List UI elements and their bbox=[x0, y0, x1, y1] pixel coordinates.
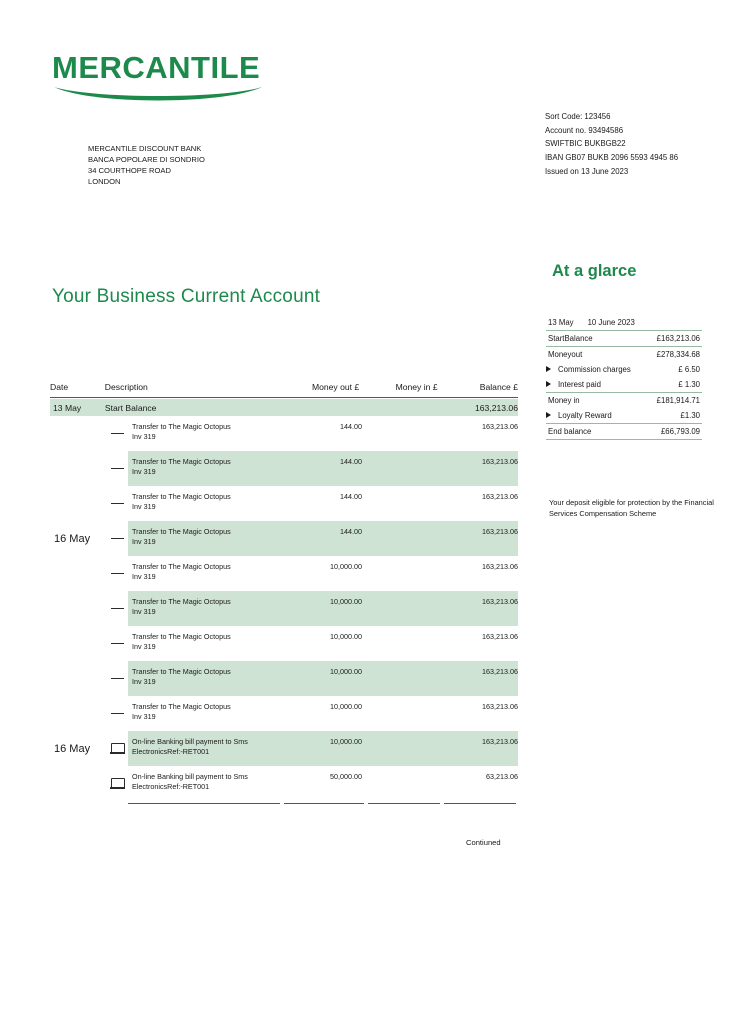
glance-date-to: 10 June 2023 bbox=[587, 318, 635, 327]
at-a-glance-panel bbox=[546, 318, 702, 440]
account-meta bbox=[545, 110, 678, 178]
bank-logo bbox=[52, 52, 272, 108]
page-title: Your Business Current Account bbox=[52, 286, 321, 307]
bank-address-line-4: LONDON bbox=[88, 177, 121, 186]
glance-value: £278,334.68 bbox=[656, 350, 700, 359]
row-description-line-2: Inv 319 bbox=[132, 712, 156, 722]
row-balance: 163,213.06 bbox=[442, 731, 518, 766]
glance-value: £ 6.50 bbox=[678, 365, 700, 374]
dash-icon bbox=[106, 713, 128, 714]
table-header-row bbox=[50, 382, 518, 398]
row-money-in bbox=[366, 626, 442, 661]
row-description-line-1: Transfer to The Magic Octopus bbox=[132, 527, 231, 536]
row-description bbox=[128, 556, 282, 591]
account-number: Account no. 93494586 bbox=[545, 125, 624, 135]
row-description bbox=[128, 696, 282, 731]
row-description bbox=[128, 591, 282, 626]
glance-value: £1.30 bbox=[680, 411, 700, 420]
row-description-line-1: On-line Banking bill payment to Sms bbox=[132, 772, 248, 781]
row-money-out: 50,000.00 bbox=[330, 772, 362, 781]
row-money-out: 144.00 bbox=[340, 422, 362, 431]
row-description bbox=[128, 626, 282, 661]
table-row[interactable] bbox=[50, 556, 518, 591]
glance-row bbox=[546, 377, 702, 392]
dash-icon bbox=[106, 503, 128, 504]
row-balance: 163,213.06 bbox=[442, 661, 518, 696]
table-row[interactable] bbox=[50, 696, 518, 731]
row-money-out: 144.00 bbox=[340, 492, 362, 501]
row-description bbox=[128, 661, 282, 696]
glance-label: Moneyout bbox=[548, 350, 583, 359]
row-description-line-2: Inv 319 bbox=[132, 572, 156, 582]
row-balance: 163,213.06 bbox=[442, 591, 518, 626]
triangle-marker-icon bbox=[546, 366, 551, 372]
row-description-line-1: Transfer to The Magic Octopus bbox=[132, 492, 231, 501]
row-description-line-1: Transfer to The Magic Octopus bbox=[132, 562, 231, 571]
row-money-in bbox=[366, 731, 442, 766]
computer-icon bbox=[106, 778, 128, 789]
row-description bbox=[128, 766, 282, 801]
transactions-table bbox=[50, 382, 518, 804]
glance-label: Money in bbox=[548, 396, 580, 405]
row-description-line-1: On-line Banking bill payment to Sms bbox=[132, 737, 248, 746]
glance-value: £ 1.30 bbox=[678, 380, 700, 389]
row-money-in bbox=[366, 486, 442, 521]
glance-label: StartBalance bbox=[548, 334, 593, 343]
header-money-in: Money in £ bbox=[395, 382, 438, 392]
row-money-out: 144.00 bbox=[282, 521, 366, 556]
logo-swoosh-icon bbox=[52, 85, 264, 103]
row-description-line-1: Transfer to The Magic Octopus bbox=[132, 667, 231, 676]
header-balance: Balance £ bbox=[479, 382, 518, 392]
dash-icon bbox=[106, 678, 128, 679]
row-description-line-2: Inv 319 bbox=[132, 467, 156, 477]
table-row[interactable] bbox=[50, 626, 518, 661]
glance-label: Loyalty Reward bbox=[558, 411, 612, 420]
row-description-line-2: Inv 319 bbox=[132, 537, 156, 547]
continued-label: Contiuned bbox=[466, 838, 501, 847]
row-description-line-1: Transfer to The Magic Octopus bbox=[132, 597, 231, 606]
row-description bbox=[128, 451, 282, 486]
row-balance: 163,213.06 bbox=[482, 562, 518, 571]
logo-wordmark: MERCANTILE bbox=[52, 50, 261, 85]
table-row[interactable] bbox=[50, 451, 518, 486]
row-description-line-2: ElectronicsRef:-RET001 bbox=[132, 782, 210, 792]
row-date: 16 May bbox=[54, 742, 91, 755]
row-description-line-2: Inv 319 bbox=[132, 642, 156, 652]
issued-date: Issued on 13 June 2023 bbox=[545, 166, 629, 176]
row-money-in bbox=[366, 696, 442, 731]
glance-value: £163,213.06 bbox=[656, 334, 700, 343]
glance-end-value: £66,793.09 bbox=[660, 427, 700, 436]
table-row[interactable] bbox=[50, 521, 518, 556]
row-money-out: 10,000.00 bbox=[330, 702, 362, 711]
row-balance: 163,213.06 bbox=[482, 632, 518, 641]
glance-period bbox=[546, 318, 702, 330]
row-money-out: 10,000.00 bbox=[330, 562, 362, 571]
row-description bbox=[128, 731, 282, 766]
table-row[interactable] bbox=[50, 661, 518, 696]
start-balance-row bbox=[50, 399, 518, 416]
start-balance-label: Start Balance bbox=[104, 402, 157, 413]
row-money-out: 10,000.00 bbox=[282, 731, 366, 766]
row-description-line-1: Transfer to The Magic Octopus bbox=[132, 457, 231, 466]
sort-code: Sort Code: 123456 bbox=[545, 112, 611, 121]
row-description bbox=[128, 416, 282, 451]
row-date: 16 May bbox=[54, 532, 91, 545]
dash-icon bbox=[106, 608, 128, 609]
glance-label: Interest paid bbox=[558, 380, 601, 389]
computer-icon bbox=[106, 743, 128, 754]
triangle-marker-icon bbox=[546, 381, 551, 387]
row-description-line-1: Transfer to The Magic Octopus bbox=[132, 702, 231, 711]
dash-icon bbox=[106, 538, 128, 539]
row-balance: 163,213.06 bbox=[482, 492, 518, 501]
row-description-line-1: Transfer to The Magic Octopus bbox=[132, 422, 231, 431]
table-row[interactable] bbox=[50, 766, 518, 801]
row-description-line-2: ElectronicsRef:-RET001 bbox=[132, 747, 210, 757]
table-row[interactable] bbox=[50, 486, 518, 521]
row-money-in bbox=[366, 416, 442, 451]
at-a-glance-title: At a glarce bbox=[552, 262, 637, 280]
iban: IBAN GB07 BUKB 2096 5593 4945 86 bbox=[545, 152, 679, 162]
bank-address-line-1: MERCANTILE DISCOUNT BANK bbox=[88, 144, 202, 153]
row-money-in bbox=[366, 591, 442, 626]
glance-value: £181,914.71 bbox=[656, 396, 700, 405]
table-row[interactable] bbox=[50, 416, 518, 451]
row-money-out: 10,000.00 bbox=[282, 661, 366, 696]
glance-row bbox=[546, 408, 702, 423]
glance-row bbox=[546, 330, 702, 346]
row-description-line-2: Inv 319 bbox=[132, 502, 156, 512]
row-balance: 163,213.06 bbox=[482, 702, 518, 711]
table-footer-rules bbox=[50, 803, 518, 804]
start-balance-value: 163,213.06 bbox=[474, 402, 518, 413]
swift-bic: SWIFTBIC BUKBGB22 bbox=[545, 139, 626, 149]
row-balance: 163,213.06 bbox=[482, 422, 518, 431]
glance-date-from: 13 May bbox=[548, 318, 574, 327]
bank-address-line-2: BANCA POPOLARE DI SONDRIO bbox=[88, 155, 205, 164]
row-description bbox=[128, 521, 282, 556]
row-money-out: 10,000.00 bbox=[330, 632, 362, 641]
bank-address bbox=[88, 143, 205, 187]
bank-address-line-3: 34 COURTHOPE ROAD bbox=[88, 166, 171, 175]
glance-label: Commission charges bbox=[558, 365, 631, 374]
dash-icon bbox=[106, 468, 128, 469]
glance-end-label: End balance bbox=[548, 427, 592, 436]
row-description-line-2: Inv 319 bbox=[132, 677, 156, 687]
triangle-marker-icon bbox=[546, 412, 551, 418]
dash-icon bbox=[106, 433, 128, 434]
glance-end-balance-row bbox=[546, 423, 702, 440]
row-description-line-2: Inv 319 bbox=[132, 607, 156, 617]
row-description-line-2: Inv 319 bbox=[132, 432, 156, 442]
row-money-in bbox=[366, 556, 442, 591]
dash-icon bbox=[106, 573, 128, 574]
row-money-in bbox=[366, 661, 442, 696]
row-balance: 163,213.06 bbox=[442, 521, 518, 556]
table-row[interactable] bbox=[50, 591, 518, 626]
row-description-line-1: Transfer to The Magic Octopus bbox=[132, 632, 231, 641]
row-money-in bbox=[366, 521, 442, 556]
row-money-out: 10,000.00 bbox=[282, 591, 366, 626]
row-money-in bbox=[366, 766, 442, 801]
header-money-out: Money out £ bbox=[311, 382, 360, 392]
row-balance: 163,213.06 bbox=[442, 451, 518, 486]
deposit-protection-note: Your deposit eligible for protection by the Financial Services Compensation Scheme bbox=[549, 498, 714, 518]
row-money-in bbox=[366, 451, 442, 486]
glance-row bbox=[546, 392, 702, 408]
start-balance-date: 13 May bbox=[53, 402, 82, 413]
table-row[interactable] bbox=[50, 731, 518, 766]
row-money-out: 144.00 bbox=[282, 451, 366, 486]
glance-row bbox=[546, 362, 702, 377]
header-date: Date bbox=[50, 382, 69, 392]
row-balance: 63,213.06 bbox=[486, 772, 518, 781]
header-description: Description bbox=[104, 382, 148, 392]
row-description bbox=[128, 486, 282, 521]
dash-icon bbox=[106, 643, 128, 644]
glance-row bbox=[546, 346, 702, 362]
